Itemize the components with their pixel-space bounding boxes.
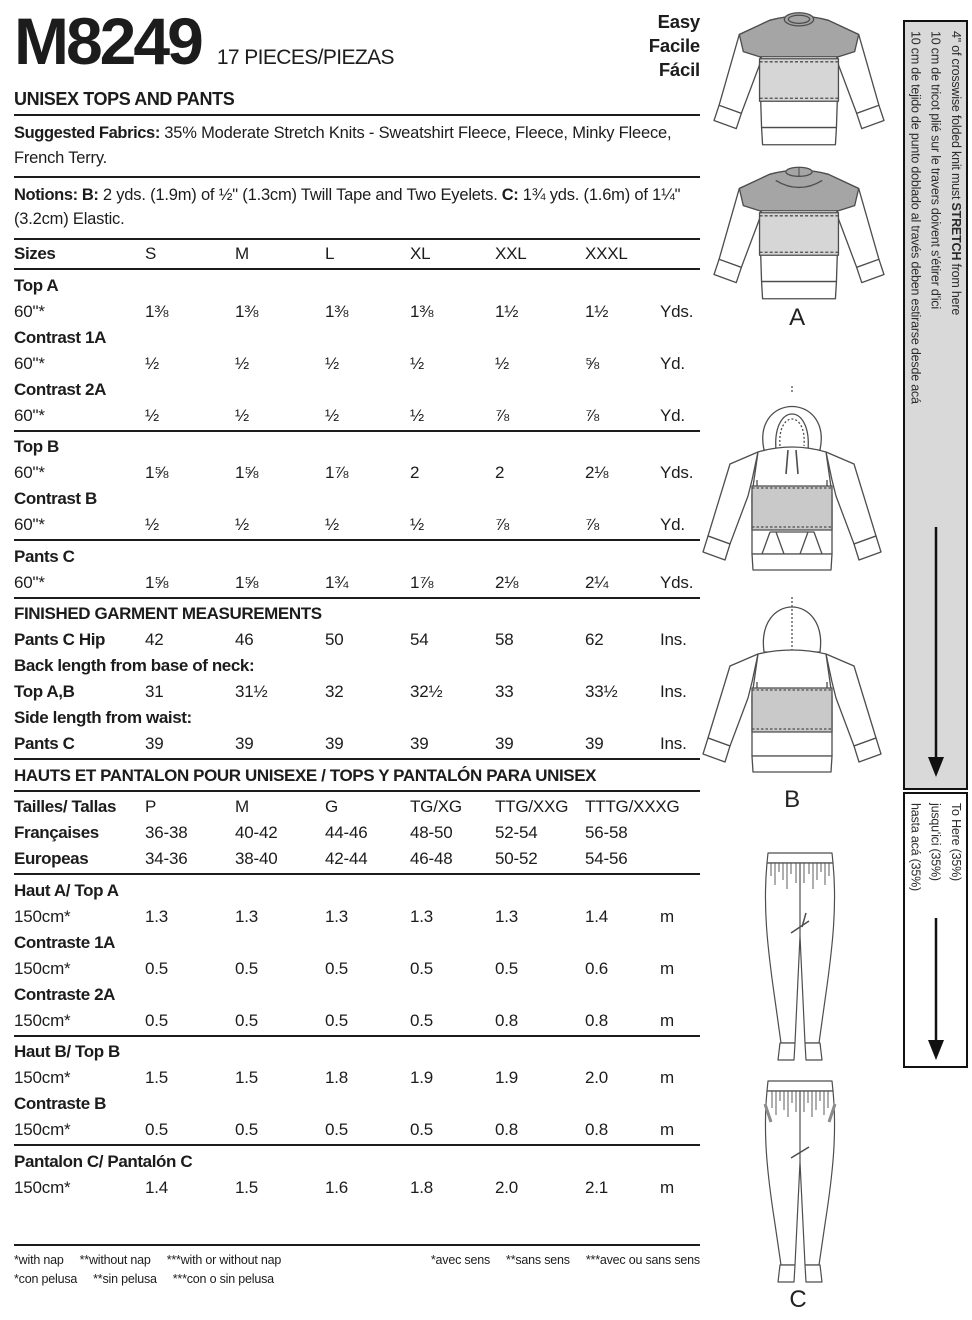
table-row [14,241,700,267]
row-label: 150cm* [14,958,71,978]
row-label: Contrast B [14,489,97,509]
row-value: 1.9 [495,1068,519,1088]
row-value: 1⅜ [235,301,259,321]
row-value: 1⅝ [145,572,169,592]
row-value: 39 [145,734,164,754]
table-row [14,705,700,731]
pattern-number: M8249 [14,4,201,78]
notions-c-text: 1¾ yds. (1.6m) of 1¼" (3.2cm) Elastic. [14,185,681,229]
table-section-heading: HAUTS ET PANTALON POUR UNISEXE / TOPS Y PANTALÓN PARA UNISEX [14,758,700,788]
row-unit: m [660,1177,674,1197]
suggested-fabrics [14,116,700,178]
row-value: M [235,244,249,264]
table-row [14,1065,700,1091]
row-value: S [145,244,157,264]
row-unit: Yds. [660,572,694,592]
stretch-text-es: 10 cm de tejido de punto doblado al través deben estirarse desde acá [908,31,923,404]
pieces-count: 17 PIECES/PIEZAS [216,46,394,69]
row-value: 0.5 [325,1010,349,1030]
row-value: 1.5 [235,1177,259,1197]
table-section-heading: FINISHED GARMENT MEASUREMENTS [14,597,700,627]
row-label: Haut A/ Top A [14,880,119,900]
table-row [14,1091,700,1117]
masthead [14,4,700,82]
row-value: 44-46 [325,823,368,843]
row-value: 39 [325,734,344,754]
row-value: ½ [325,515,339,535]
table-row [14,981,700,1007]
row-unit: Ins. [660,630,687,650]
row-label: Contraste 2A [14,984,116,1004]
row-label: Top B [14,437,59,457]
row-value: 0.5 [235,1010,259,1030]
row-label: Contraste 1A [14,932,116,952]
row-value: 39 [495,734,514,754]
stretch-text-en-bold: STRETCH [948,202,963,261]
to-here-arrow-icon [925,918,947,1060]
view-label-c: C [789,1286,807,1313]
difficulty-block [649,4,700,82]
row-label: 60"* [14,405,45,425]
row-value: 40-42 [235,823,278,843]
row-value: 0.5 [145,1120,169,1140]
row-value: 2⅛ [585,463,609,483]
row-value: ½ [145,515,159,535]
row-value: 39 [235,734,254,754]
row-value: ½ [410,405,424,425]
notions-b-label: B: [77,185,99,204]
row-value: 32½ [410,682,443,702]
row-value: 36-38 [145,823,188,843]
row-value: 0.8 [495,1120,519,1140]
difficulty-es: Fácil [658,59,700,81]
row-value: 58 [495,630,514,650]
table-row [14,955,700,981]
row-value: 1.5 [235,1068,259,1088]
row-unit: m [660,1010,674,1030]
row-value: XL [410,244,431,264]
row-value: 1.3 [325,906,349,926]
row-value: G [325,797,339,817]
row-unit: m [660,906,674,926]
table-row [14,627,700,653]
row-label: Pants C Hip [14,630,106,650]
footnote-with-nap: *with nap [14,1253,64,1267]
footnote-sin-pelusa: **sin pelusa [93,1272,157,1286]
row-value: 1⅜ [410,301,434,321]
row-value: ⅞ [495,405,509,425]
table-row [14,486,700,512]
row-value: 50-52 [495,849,538,869]
row-value: 31½ [235,682,268,702]
row-value: 54 [410,630,429,650]
row-label: Contraste B [14,1094,106,1114]
row-value: 0.5 [410,1120,434,1140]
table-row [14,350,700,376]
footnote-without-nap: **without nap [79,1253,151,1267]
row-value: ½ [145,405,159,425]
view-label-a: A [789,304,805,331]
table-row [14,512,700,538]
row-value: 31 [145,682,164,702]
row-value: 1½ [495,301,519,321]
row-value: ½ [325,405,339,425]
row-label: 150cm* [14,906,71,926]
row-unit: Yds. [660,301,694,321]
table-row [14,569,700,595]
table-row [14,268,700,298]
row-label: 150cm* [14,1120,71,1140]
row-value: 42-44 [325,849,368,869]
row-value: 1⅞ [410,572,434,592]
table-row [14,1174,700,1200]
row-value: 0.5 [145,958,169,978]
row-value: 1.3 [235,906,259,926]
table-row [14,679,700,705]
row-label: 60"* [14,301,45,321]
footnote-with-or-without-nap: ***with or without nap [166,1253,282,1267]
view-label-b: B [784,786,800,813]
table-row [14,1035,700,1065]
table-row [14,324,700,350]
to-here-fr: jusqu'ici (35%) [928,803,943,881]
row-value: ½ [235,515,249,535]
row-label: Back length from base of neck: [14,656,255,676]
to-here-box [903,792,968,1068]
difficulty-fr: Facile [648,35,700,57]
illustration-pants-c-back [760,1078,840,1284]
row-value: 54-56 [585,849,628,869]
table-row [14,460,700,486]
row-value: ⅞ [585,515,599,535]
row-value: 38-40 [235,849,278,869]
row-label: Contrast 1A [14,327,106,347]
row-value: ½ [410,515,424,535]
table-row [14,820,700,846]
row-label: Contrast 2A [14,379,106,399]
row-value: ⅞ [495,515,509,535]
footnote-sans-sens: **sans sens [506,1253,570,1267]
row-value: P [145,797,157,817]
stretch-text-fr: 10 cm de tricot plié sur le travers doivent s'étirer d'ici [928,31,943,310]
stretch-text-en-post: from here [948,260,963,316]
row-value: 39 [410,734,429,754]
row-unit: m [660,1120,674,1140]
row-unit: Yd. [660,353,685,373]
table-row [14,376,700,402]
notions-c-label: C: [497,185,519,204]
row-value: 46 [235,630,254,650]
row-label: 60"* [14,515,45,535]
row-value: 1.5 [145,1068,169,1088]
garment-title: UNISEX TOPS AND PANTS [14,82,700,116]
row-label: Pants C [14,546,75,566]
table-row [14,873,700,903]
footnote-con-o-sin-pelusa: ***con o sin pelusa [172,1272,274,1286]
row-value: 50 [325,630,344,650]
row-value: 52-54 [495,823,538,843]
table-row [14,846,700,872]
row-unit: Yds. [660,463,694,483]
row-value: 1⅝ [235,572,259,592]
row-value: 2.0 [585,1068,609,1088]
row-value: 1⅜ [145,301,169,321]
table-row [14,903,700,929]
row-value: 42 [145,630,164,650]
footnote-en [14,1253,297,1267]
row-value: 1.8 [410,1177,434,1197]
row-label: Françaises [14,823,99,843]
brand-block [14,4,394,78]
table-row [14,731,700,757]
row-value: 2⅛ [495,572,519,592]
stretch-text-en: 4" of crosswise folded knit must [948,31,963,203]
row-label: 150cm* [14,1068,71,1088]
row-label: Pantalon C/ Pantalón C [14,1151,193,1171]
table-row [14,298,700,324]
row-value: 1.9 [410,1068,434,1088]
footnote-con-pelusa: *con pelusa [14,1272,78,1286]
row-value: 0.6 [585,958,609,978]
row-label: 150cm* [14,1177,71,1197]
row-value: 1⅝ [235,463,259,483]
yardage-table [14,241,700,1201]
row-value: 0.8 [495,1010,519,1030]
illustration-pants-c-front [760,850,840,1062]
row-value: 1⅝ [145,463,169,483]
footnote-fr [415,1253,700,1267]
row-value: M [235,797,249,817]
row-value: ½ [235,405,249,425]
row-value: 34-36 [145,849,188,869]
row-label: Pants C [14,734,75,754]
row-value: 33½ [585,682,618,702]
row-label: Tailles/ Tallas [14,797,117,817]
row-value: 33 [495,682,514,702]
row-label: Haut B/ Top B [14,1042,120,1062]
table-row [14,1007,700,1033]
illustration-top-a-front [713,8,885,150]
footnotes [14,1244,700,1291]
row-value: L [325,244,335,264]
row-value: 2 [495,463,505,483]
fabrics-text: 35% Moderate Stretch Knits - Sweatshirt Fleece, Fleece, Minky Fleece, French Terry. [14,124,672,167]
row-value: ⅝ [585,353,599,373]
row-value: 1⅜ [325,301,349,321]
notions-b-text: 2 yds. (1.9m) of ½" (1.3cm) Twill Tape and Two Eyelets. [98,185,498,204]
notions [14,178,700,240]
difficulty-en: Easy [657,11,700,32]
footnote-avec-ou-sans-sens: ***avec ou sans sens [585,1253,700,1267]
row-value: XXXL [585,244,628,264]
row-value: TTTG/XXXG [585,797,680,817]
row-value: ½ [495,353,509,373]
row-label: Europeas [14,849,89,869]
row-value: 1.6 [325,1177,349,1197]
row-value: 32 [325,682,344,702]
illustration-top-b-back [700,590,885,784]
footnote-avec-sens: *avec sens [430,1253,491,1267]
row-value: 1.3 [410,906,434,926]
table-row [14,929,700,955]
row-value: 1.4 [585,906,609,926]
row-value: ½ [145,353,159,373]
row-value: 62 [585,630,604,650]
row-value: 0.5 [325,958,349,978]
to-here-es: hasta acá (35%) [908,803,923,892]
row-value: 0.5 [495,958,519,978]
table-row [14,539,700,569]
row-value: 2.0 [495,1177,519,1197]
row-label: Side length from waist: [14,708,192,728]
row-value: ½ [235,353,249,373]
row-value: 2 [410,463,420,483]
notions-label: Notions: [14,185,78,204]
row-label: Top A,B [14,682,75,702]
row-value: 1⅞ [325,463,349,483]
row-unit: Yd. [660,515,685,535]
row-value: 1.8 [325,1068,349,1088]
footnote-es [14,1272,290,1286]
row-value: 1½ [585,301,609,321]
row-value: 1.3 [145,906,169,926]
row-value: TTG/XXG [495,797,569,817]
illustration-top-a-back [713,162,885,304]
row-value: ½ [325,353,339,373]
row-value: 1.4 [145,1177,169,1197]
stretch-gauge-box [903,20,968,790]
table-row [14,790,700,820]
row-label: Top A [14,275,59,295]
row-value: 1¾ [325,572,349,592]
row-value: ½ [410,353,424,373]
row-unit: m [660,958,674,978]
row-unit: Ins. [660,682,687,702]
to-here-en: To Here (35%) [948,803,963,881]
row-value: 0.5 [410,1010,434,1030]
row-value: XXL [495,244,527,264]
row-value: 56-58 [585,823,628,843]
row-value: 0.5 [325,1120,349,1140]
stretch-arrow-icon [925,527,947,777]
table-row [14,653,700,679]
row-label: 60"* [14,463,45,483]
row-value: 0.8 [585,1120,609,1140]
row-value: 0.5 [235,1120,259,1140]
fabrics-label: Suggested Fabrics: [14,124,160,143]
row-value: 1.3 [495,906,519,926]
row-value: 2¼ [585,572,609,592]
table-row [14,430,700,460]
row-value: TG/XG [410,797,462,817]
row-value: 48-50 [410,823,453,843]
row-value: 0.5 [235,958,259,978]
row-value: 2.1 [585,1177,609,1197]
illustration-top-b-front [700,384,885,582]
row-value: 0.8 [585,1010,609,1030]
table-row [14,1144,700,1174]
row-label: 60"* [14,353,45,373]
row-value: 39 [585,734,604,754]
row-label: Sizes [14,244,56,264]
main-content [14,4,700,1200]
table-row [14,402,700,428]
row-value: 0.5 [410,958,434,978]
row-label: 60"* [14,572,45,592]
row-value: 0.5 [145,1010,169,1030]
row-unit: Yd. [660,405,685,425]
row-unit: m [660,1068,674,1088]
row-value: 46-48 [410,849,453,869]
row-unit: Ins. [660,734,687,754]
table-row [14,1117,700,1143]
row-value: ⅞ [585,405,599,425]
row-label: 150cm* [14,1010,71,1030]
